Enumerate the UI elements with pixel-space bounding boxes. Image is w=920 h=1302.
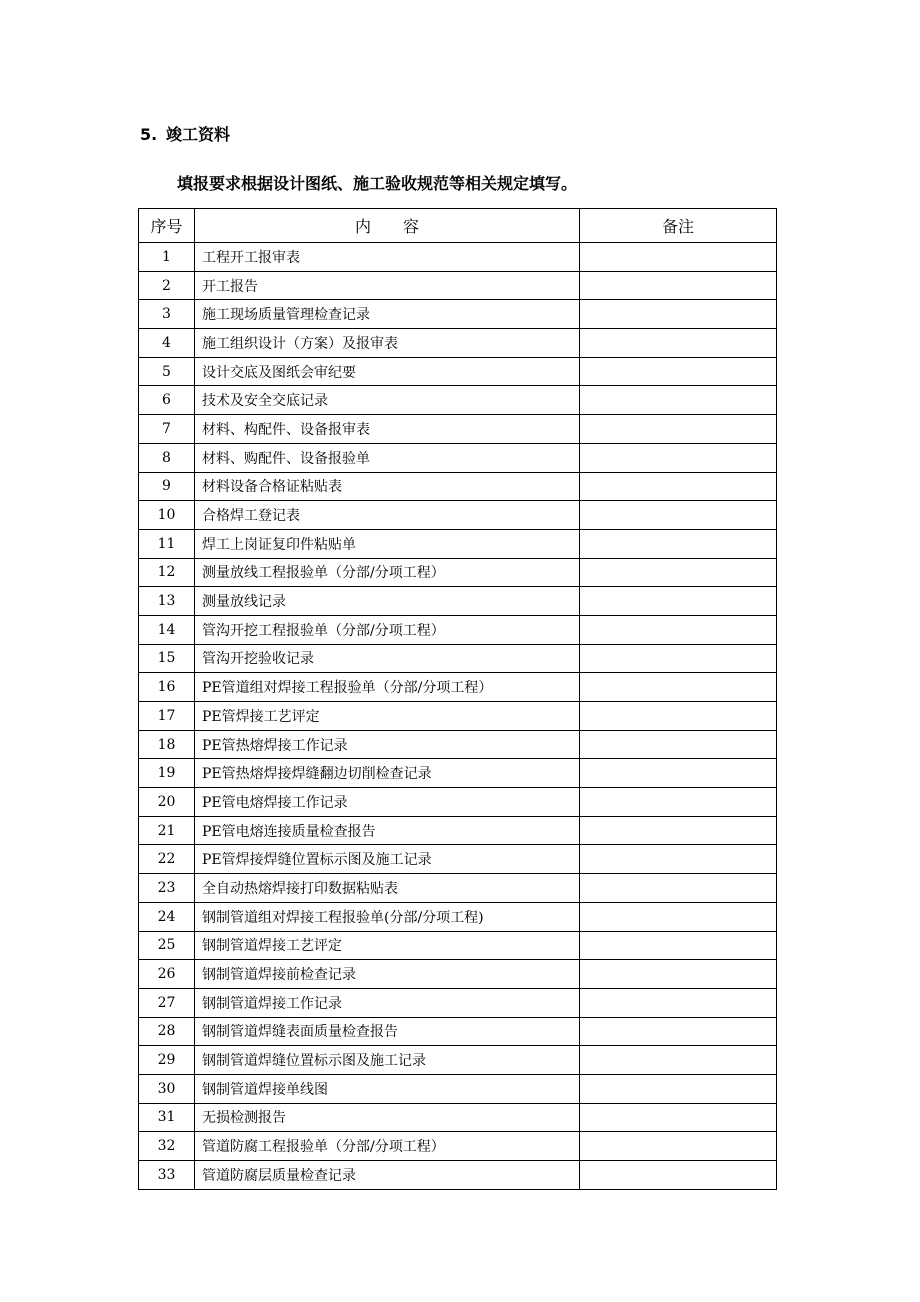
row-number-cell: 25 [139, 931, 195, 960]
row-remark-cell [580, 931, 777, 960]
row-content-cell: 测量放线工程报验单（分部/分项工程） [195, 558, 580, 587]
row-number-cell: 16 [139, 673, 195, 702]
row-content-cell: 管沟开挖验收记录 [195, 644, 580, 673]
row-number-cell: 14 [139, 615, 195, 644]
row-number-cell: 3 [139, 300, 195, 329]
row-number-cell: 19 [139, 759, 195, 788]
table-row [139, 902, 777, 931]
row-remark-cell [580, 845, 777, 874]
row-number-cell: 2 [139, 271, 195, 300]
row-content-cell: 材料设备合格证粘贴表 [195, 472, 580, 501]
table-row [139, 415, 777, 444]
section-number: 5. [140, 125, 158, 144]
row-content-cell: 施工组织设计（方案）及报审表 [195, 329, 580, 358]
row-number-cell: 18 [139, 730, 195, 759]
table-body [139, 243, 777, 1190]
row-remark-cell [580, 386, 777, 415]
row-remark-cell [580, 615, 777, 644]
row-content-cell: 钢制管道焊接工艺评定 [195, 931, 580, 960]
table-row [139, 1161, 777, 1190]
row-remark-cell [580, 357, 777, 386]
row-content-cell: PE管热熔焊接工作记录 [195, 730, 580, 759]
row-remark-cell [580, 587, 777, 616]
row-content-cell: PE管热熔焊接焊缝翻边切削检查记录 [195, 759, 580, 788]
row-content-cell: PE管道组对焊接工程报验单（分部/分项工程） [195, 673, 580, 702]
row-content-cell: 管沟开挖工程报验单（分部/分项工程） [195, 615, 580, 644]
table-row [139, 1074, 777, 1103]
row-remark-cell [580, 816, 777, 845]
row-number-cell: 9 [139, 472, 195, 501]
row-number-cell: 33 [139, 1161, 195, 1190]
row-remark-cell [580, 702, 777, 731]
table-row [139, 874, 777, 903]
row-remark-cell [580, 960, 777, 989]
table-row [139, 730, 777, 759]
table-row [139, 357, 777, 386]
row-number-cell: 10 [139, 501, 195, 530]
table-row [139, 1103, 777, 1132]
row-number-cell: 23 [139, 874, 195, 903]
row-content-cell: 钢制管道焊接前检查记录 [195, 960, 580, 989]
table-row [139, 988, 777, 1017]
row-number-cell: 1 [139, 243, 195, 272]
table-row [139, 759, 777, 788]
table-row [139, 443, 777, 472]
row-remark-cell [580, 472, 777, 501]
row-number-cell: 31 [139, 1103, 195, 1132]
row-content-cell: PE管焊接工艺评定 [195, 702, 580, 731]
row-content-cell: 材料、构配件、设备报审表 [195, 415, 580, 444]
fill-instruction: 填报要求根据设计图纸、施工验收规范等相关规定填写。 [177, 174, 578, 193]
table-row [139, 587, 777, 616]
row-content-cell: 钢制管道焊接单线图 [195, 1074, 580, 1103]
row-remark-cell [580, 529, 777, 558]
section-title: 竣工资料 [166, 125, 231, 144]
row-content-cell: 技术及安全交底记录 [195, 386, 580, 415]
table-row [139, 788, 777, 817]
row-number-cell: 28 [139, 1017, 195, 1046]
row-remark-cell [580, 902, 777, 931]
row-remark-cell [580, 730, 777, 759]
table-row [139, 673, 777, 702]
row-content-cell: 管道防腐层质量检查记录 [195, 1161, 580, 1190]
row-remark-cell [580, 1132, 777, 1161]
row-remark-cell [580, 443, 777, 472]
row-remark-cell [580, 558, 777, 587]
table-row [139, 1017, 777, 1046]
row-content-cell: 无损检测报告 [195, 1103, 580, 1132]
row-remark-cell [580, 1046, 777, 1075]
row-content-cell: 合格焊工登记表 [195, 501, 580, 530]
table-row [139, 501, 777, 530]
table-row [139, 472, 777, 501]
table-row [139, 931, 777, 960]
row-content-cell: 钢制管道焊缝表面质量检查报告 [195, 1017, 580, 1046]
row-remark-cell [580, 271, 777, 300]
row-remark-cell [580, 1017, 777, 1046]
row-number-cell: 21 [139, 816, 195, 845]
row-number-cell: 15 [139, 644, 195, 673]
header-remark: 备注 [580, 209, 777, 243]
table-row [139, 816, 777, 845]
row-number-cell: 7 [139, 415, 195, 444]
row-number-cell: 11 [139, 529, 195, 558]
table-row [139, 558, 777, 587]
table-row [139, 243, 777, 272]
row-remark-cell [580, 673, 777, 702]
row-number-cell: 8 [139, 443, 195, 472]
row-content-cell: PE管电熔连接质量检查报告 [195, 816, 580, 845]
row-remark-cell [580, 1103, 777, 1132]
row-content-cell: 钢制管道焊接工作记录 [195, 988, 580, 1017]
row-content-cell: 测量放线记录 [195, 587, 580, 616]
row-content-cell: 开工报告 [195, 271, 580, 300]
row-remark-cell [580, 788, 777, 817]
table-header-row [139, 209, 777, 243]
row-number-cell: 22 [139, 845, 195, 874]
table-row [139, 1132, 777, 1161]
row-remark-cell [580, 243, 777, 272]
row-content-cell: 施工现场质量管理检查记录 [195, 300, 580, 329]
row-content-cell: 材料、购配件、设备报验单 [195, 443, 580, 472]
row-content-cell: PE管电熔焊接工作记录 [195, 788, 580, 817]
table-row [139, 529, 777, 558]
row-number-cell: 4 [139, 329, 195, 358]
table-row [139, 615, 777, 644]
row-remark-cell [580, 1074, 777, 1103]
table-row [139, 271, 777, 300]
row-content-cell: 设计交底及图纸会审纪要 [195, 357, 580, 386]
row-number-cell: 17 [139, 702, 195, 731]
row-remark-cell [580, 415, 777, 444]
table-row [139, 329, 777, 358]
row-remark-cell [580, 501, 777, 530]
row-number-cell: 12 [139, 558, 195, 587]
row-number-cell: 24 [139, 902, 195, 931]
table-row [139, 644, 777, 673]
row-number-cell: 26 [139, 960, 195, 989]
row-remark-cell [580, 988, 777, 1017]
row-content-cell: 钢制管道组对焊接工程报验单(分部/分项工程) [195, 902, 580, 931]
row-content-cell: PE管焊接焊缝位置标示图及施工记录 [195, 845, 580, 874]
row-content-cell: 全自动热熔焊接打印数据粘贴表 [195, 874, 580, 903]
row-content-cell: 管道防腐工程报验单（分部/分项工程） [195, 1132, 580, 1161]
row-remark-cell [580, 329, 777, 358]
row-number-cell: 5 [139, 357, 195, 386]
table-row [139, 1046, 777, 1075]
row-number-cell: 29 [139, 1046, 195, 1075]
row-remark-cell [580, 644, 777, 673]
completion-documents-table [138, 208, 777, 1190]
row-number-cell: 13 [139, 587, 195, 616]
row-content-cell: 焊工上岗证复印件粘贴单 [195, 529, 580, 558]
table-row [139, 702, 777, 731]
table-row [139, 960, 777, 989]
header-no: 序号 [139, 209, 195, 243]
table-row [139, 845, 777, 874]
row-remark-cell [580, 1161, 777, 1190]
row-content-cell: 钢制管道焊缝位置标示图及施工记录 [195, 1046, 580, 1075]
row-remark-cell [580, 300, 777, 329]
row-number-cell: 30 [139, 1074, 195, 1103]
table-row [139, 386, 777, 415]
row-content-cell: 工程开工报审表 [195, 243, 580, 272]
section-heading [140, 124, 230, 146]
row-number-cell: 32 [139, 1132, 195, 1161]
row-number-cell: 27 [139, 988, 195, 1017]
row-number-cell: 6 [139, 386, 195, 415]
header-content: 内 容 [195, 209, 580, 243]
table-row [139, 300, 777, 329]
row-remark-cell [580, 759, 777, 788]
row-remark-cell [580, 874, 777, 903]
row-number-cell: 20 [139, 788, 195, 817]
